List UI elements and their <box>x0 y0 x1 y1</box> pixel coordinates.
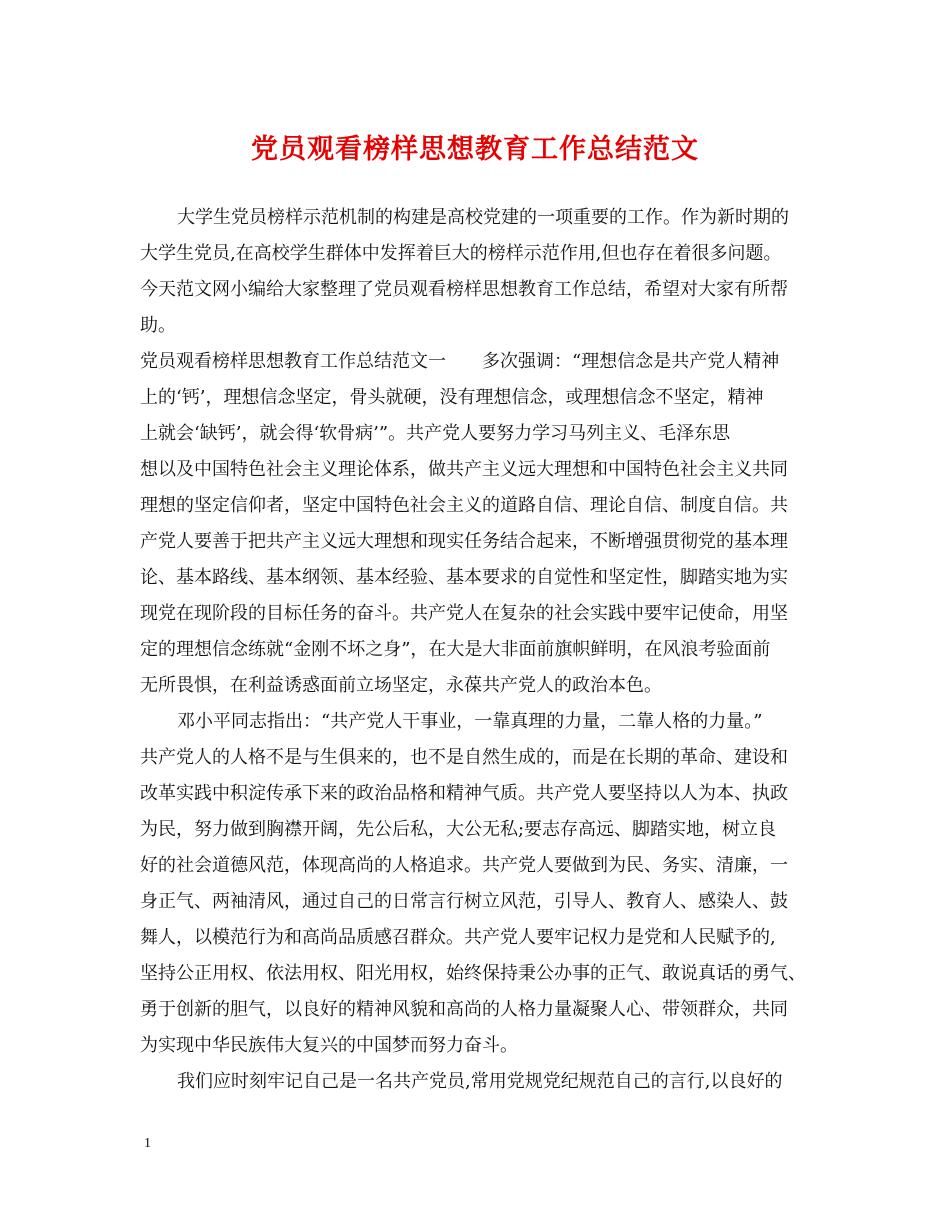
page-number: 1 <box>144 1136 151 1151</box>
text-line: 共产党人的人格不是与生俱来的，也不是自然生成的，而是在长期的革命、建设和 <box>140 747 788 768</box>
text-line: 论、基本路线、基本纲领、基本经验、基本要求的自觉性和坚定性，脚踏实地为实 <box>140 567 788 588</box>
text-line: 我们应时刻牢记自己是一名共产党员,常用党规党纪规范自己的言行,以良好的 <box>177 1071 783 1092</box>
text-line: 大学生党员榜样示范机制的构建是高校党建的一项重要的工作。作为新时期的 <box>177 207 789 228</box>
text-line: 现党在现阶段的目标任务的奋斗。共产党人在复杂的社会实践中要牢记使命，用坚 <box>140 603 788 624</box>
text-line: 改革实践中积淀传承下来的政治品格和精神气质。共产党人要坚持以人为本、执政 <box>140 783 788 804</box>
text-line: 上的‘钙’，理想信念坚定，骨头就硬，没有理想信念，或理想信念不坚定，精神 <box>140 387 764 408</box>
text-line: 今天范文网小编给大家整理了党员观看榜样思想教育工作总结，希望对大家有所帮 <box>140 279 788 300</box>
text-line: 舞人，以模范行为和高尚品质感召群众。共产党人要牢记权力是党和人民赋予的, <box>140 927 776 948</box>
text-line: 好的社会道德风范，体现高尚的人格追求。共产党人要做到为民、务实、清廉，一 <box>140 855 788 876</box>
text-line: 大学生党员,在高校学生群体中发挥着巨大的榜样示范作用,但也存在着很多问题。 <box>140 243 782 264</box>
text-line: 为民，努力做到胸襟开阔，先公后私，大公无私;要志存高远、脚踏实地，树立良 <box>140 819 777 840</box>
text-line: 产党人要善于把共产主义远大理想和现实任务结合起来，不断增强贯彻党的基本理 <box>140 531 788 552</box>
text-line: 助。 <box>140 315 176 336</box>
text-line: 为实现中华民族伟大复兴的中国梦而努力奋斗。 <box>140 1035 518 1056</box>
text-fragment: 多次强调：“理想信念是共产党人精神 <box>482 351 780 372</box>
text-line: 上就会‘缺钙’，就会得‘软骨病’”。共产党人要努力学习马列主义、毛泽东思 <box>140 423 731 444</box>
text-line: 无所畏惧，在利益诱惑面前立场坚定，永葆共产党人的政治本色。 <box>140 675 662 696</box>
text-line <box>140 349 779 375</box>
text-line: 想以及中国特色社会主义理论体系，做共产主义远大理想和中国特色社会主义共同 <box>140 459 788 480</box>
text-line: 坚持公正用权、依法用权、阳光用权，始终保持秉公办事的正气、敢说真话的勇气、 <box>140 963 806 984</box>
document-title: 党员观看榜样思想教育工作总结范文 <box>251 134 699 165</box>
text-line: 邓小平同志指出：“共产党人干事业，一靠真理的力量，二靠人格的力量。” <box>177 711 763 732</box>
text-line: 定的理想信念练就“金刚不坏之身”，在大是大非面前旗帜鲜明，在风浪考验面前 <box>140 639 771 660</box>
text-line: 理想的坚定信仰者，坚定中国特色社会主义的道路自信、理论自信、制度自信。共 <box>140 495 788 516</box>
text-line: 勇于创新的胆气，以良好的精神风貌和高尚的人格力量凝聚人心、带领群众，共同 <box>140 999 788 1020</box>
section-heading: 党员观看榜样思想教育工作总结范文一 <box>140 351 446 372</box>
text-line: 身正气、两袖清风，通过自己的日常言行树立风范，引导人、教育人、感染人、鼓 <box>140 891 788 912</box>
